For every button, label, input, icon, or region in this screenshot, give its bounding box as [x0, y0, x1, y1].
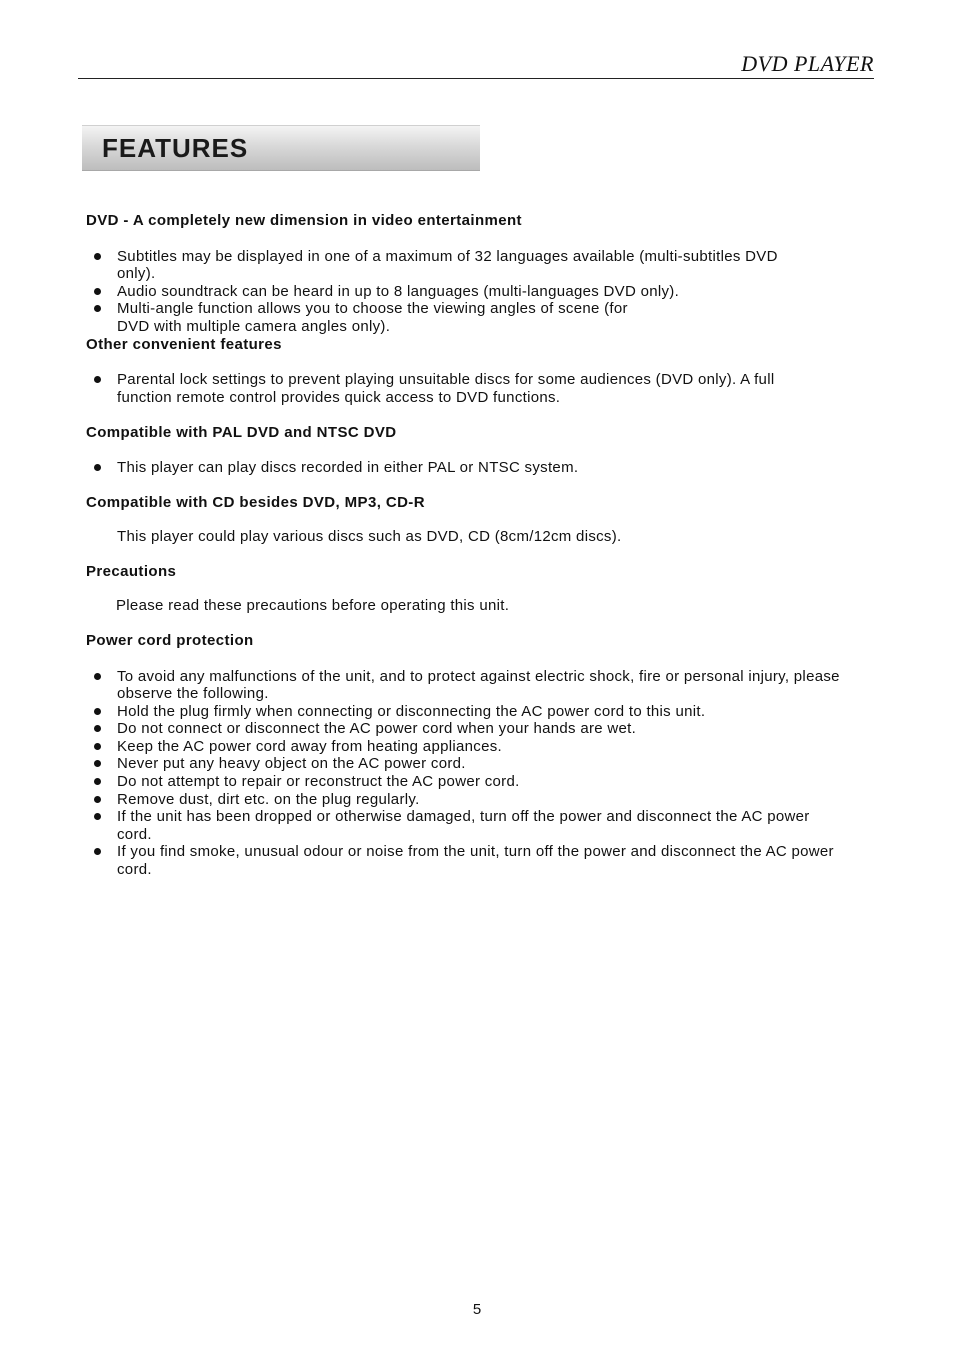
bullet-icon [94, 725, 101, 732]
page-number: 5 [472, 1301, 482, 1318]
section-heading-dvd: DVD - A completely new dimension in video entertainment [86, 212, 522, 229]
bullet-icon [94, 708, 101, 715]
list-item [86, 808, 866, 843]
bullet-icon [94, 760, 101, 767]
bullet-icon [94, 464, 101, 471]
list-item-text: Do not attempt to repair or reconstruct the AC power cord. [117, 773, 520, 791]
list-item [86, 738, 866, 756]
cd-description: This player could play various discs such as DVD, CD (8cm/12cm discs). [117, 528, 622, 546]
bullet-icon [94, 253, 101, 260]
bullet-icon [94, 848, 101, 855]
list-item [86, 371, 866, 406]
list-item-text: Parental lock settings to prevent playing unsuitable discs for some audiences (DVD only). A full function remote control provides quick access to DVD functions. [117, 371, 775, 406]
list-item [86, 791, 866, 809]
convenient-feature-list [86, 371, 866, 406]
bullet-icon [94, 673, 101, 680]
list-item-text: Audio soundtrack can be heard in up to 8 languages (multi-languages DVD only). [117, 282, 680, 300]
list-item-text: Subtitles may be displayed in one of a maximum of 32 languages available (multi-subtitles DVD only). [117, 247, 778, 283]
list-item [86, 300, 866, 335]
list-item-text: If you find smoke, unusual odour or noise from the unit, turn off the power and disconnect the AC power cord. [117, 843, 834, 879]
list-item-text: Remove dust, dirt etc. on the plug regularly. [117, 790, 420, 808]
list-item-text: Do not connect or disconnect the AC power cord when your hands are wet. [117, 720, 637, 738]
list-item [86, 843, 866, 878]
features-banner [82, 125, 480, 171]
list-item-text: If the unit has been dropped or otherwise damaged, turn off the power and disconnect the AC power cord. [117, 808, 810, 843]
list-item [86, 755, 866, 773]
list-item [86, 459, 866, 477]
running-header [78, 50, 874, 79]
list-item-text: Keep the AC power cord away from heating appliances. [117, 737, 502, 755]
bullet-icon [94, 305, 101, 312]
bullet-icon [94, 813, 101, 820]
list-item [86, 703, 866, 721]
pal-ntsc-list [86, 459, 866, 477]
list-item [86, 720, 866, 738]
dvd-feature-list [86, 248, 866, 336]
section-heading-pal-ntsc: Compatible with PAL DVD and NTSC DVD [86, 424, 397, 442]
list-item-text: To avoid any malfunctions of the unit, and to protect against electric shock, fire or personal injury, please observe the following. [117, 667, 840, 703]
list-item-text: Hold the plug firmly when connecting or disconnecting the AC power cord to this unit. [117, 702, 706, 720]
list-item [86, 283, 866, 301]
section-heading-power-cord: Power cord protection [86, 631, 254, 649]
bullet-icon [94, 288, 101, 295]
list-item [86, 668, 866, 703]
list-item-text: This player can play discs recorded in either PAL or NTSC system. [117, 458, 579, 476]
list-item [86, 773, 866, 791]
list-item-text: Never put any heavy object on the AC power cord. [117, 755, 466, 773]
features-banner-label: FEATURES [102, 133, 249, 163]
bullet-icon [94, 796, 101, 803]
precautions-text: Please read these precautions before operating this unit. [116, 597, 510, 615]
section-heading-convenient: Other convenient features [86, 335, 282, 353]
bullet-icon [94, 376, 101, 383]
bullet-icon [94, 778, 101, 785]
list-item [86, 248, 866, 283]
list-item-text: Multi-angle function allows you to choose the viewing angles of scene (for DVD with multiple camera angles only). [117, 300, 628, 335]
bullet-icon [94, 743, 101, 750]
features-content [86, 212, 866, 879]
section-heading-precautions: Precautions [86, 562, 177, 580]
section-heading-cd: Compatible with CD besides DVD, MP3, CD-R [86, 493, 425, 511]
running-header-title: DVD PLAYER [741, 51, 874, 76]
power-cord-list [86, 668, 866, 879]
